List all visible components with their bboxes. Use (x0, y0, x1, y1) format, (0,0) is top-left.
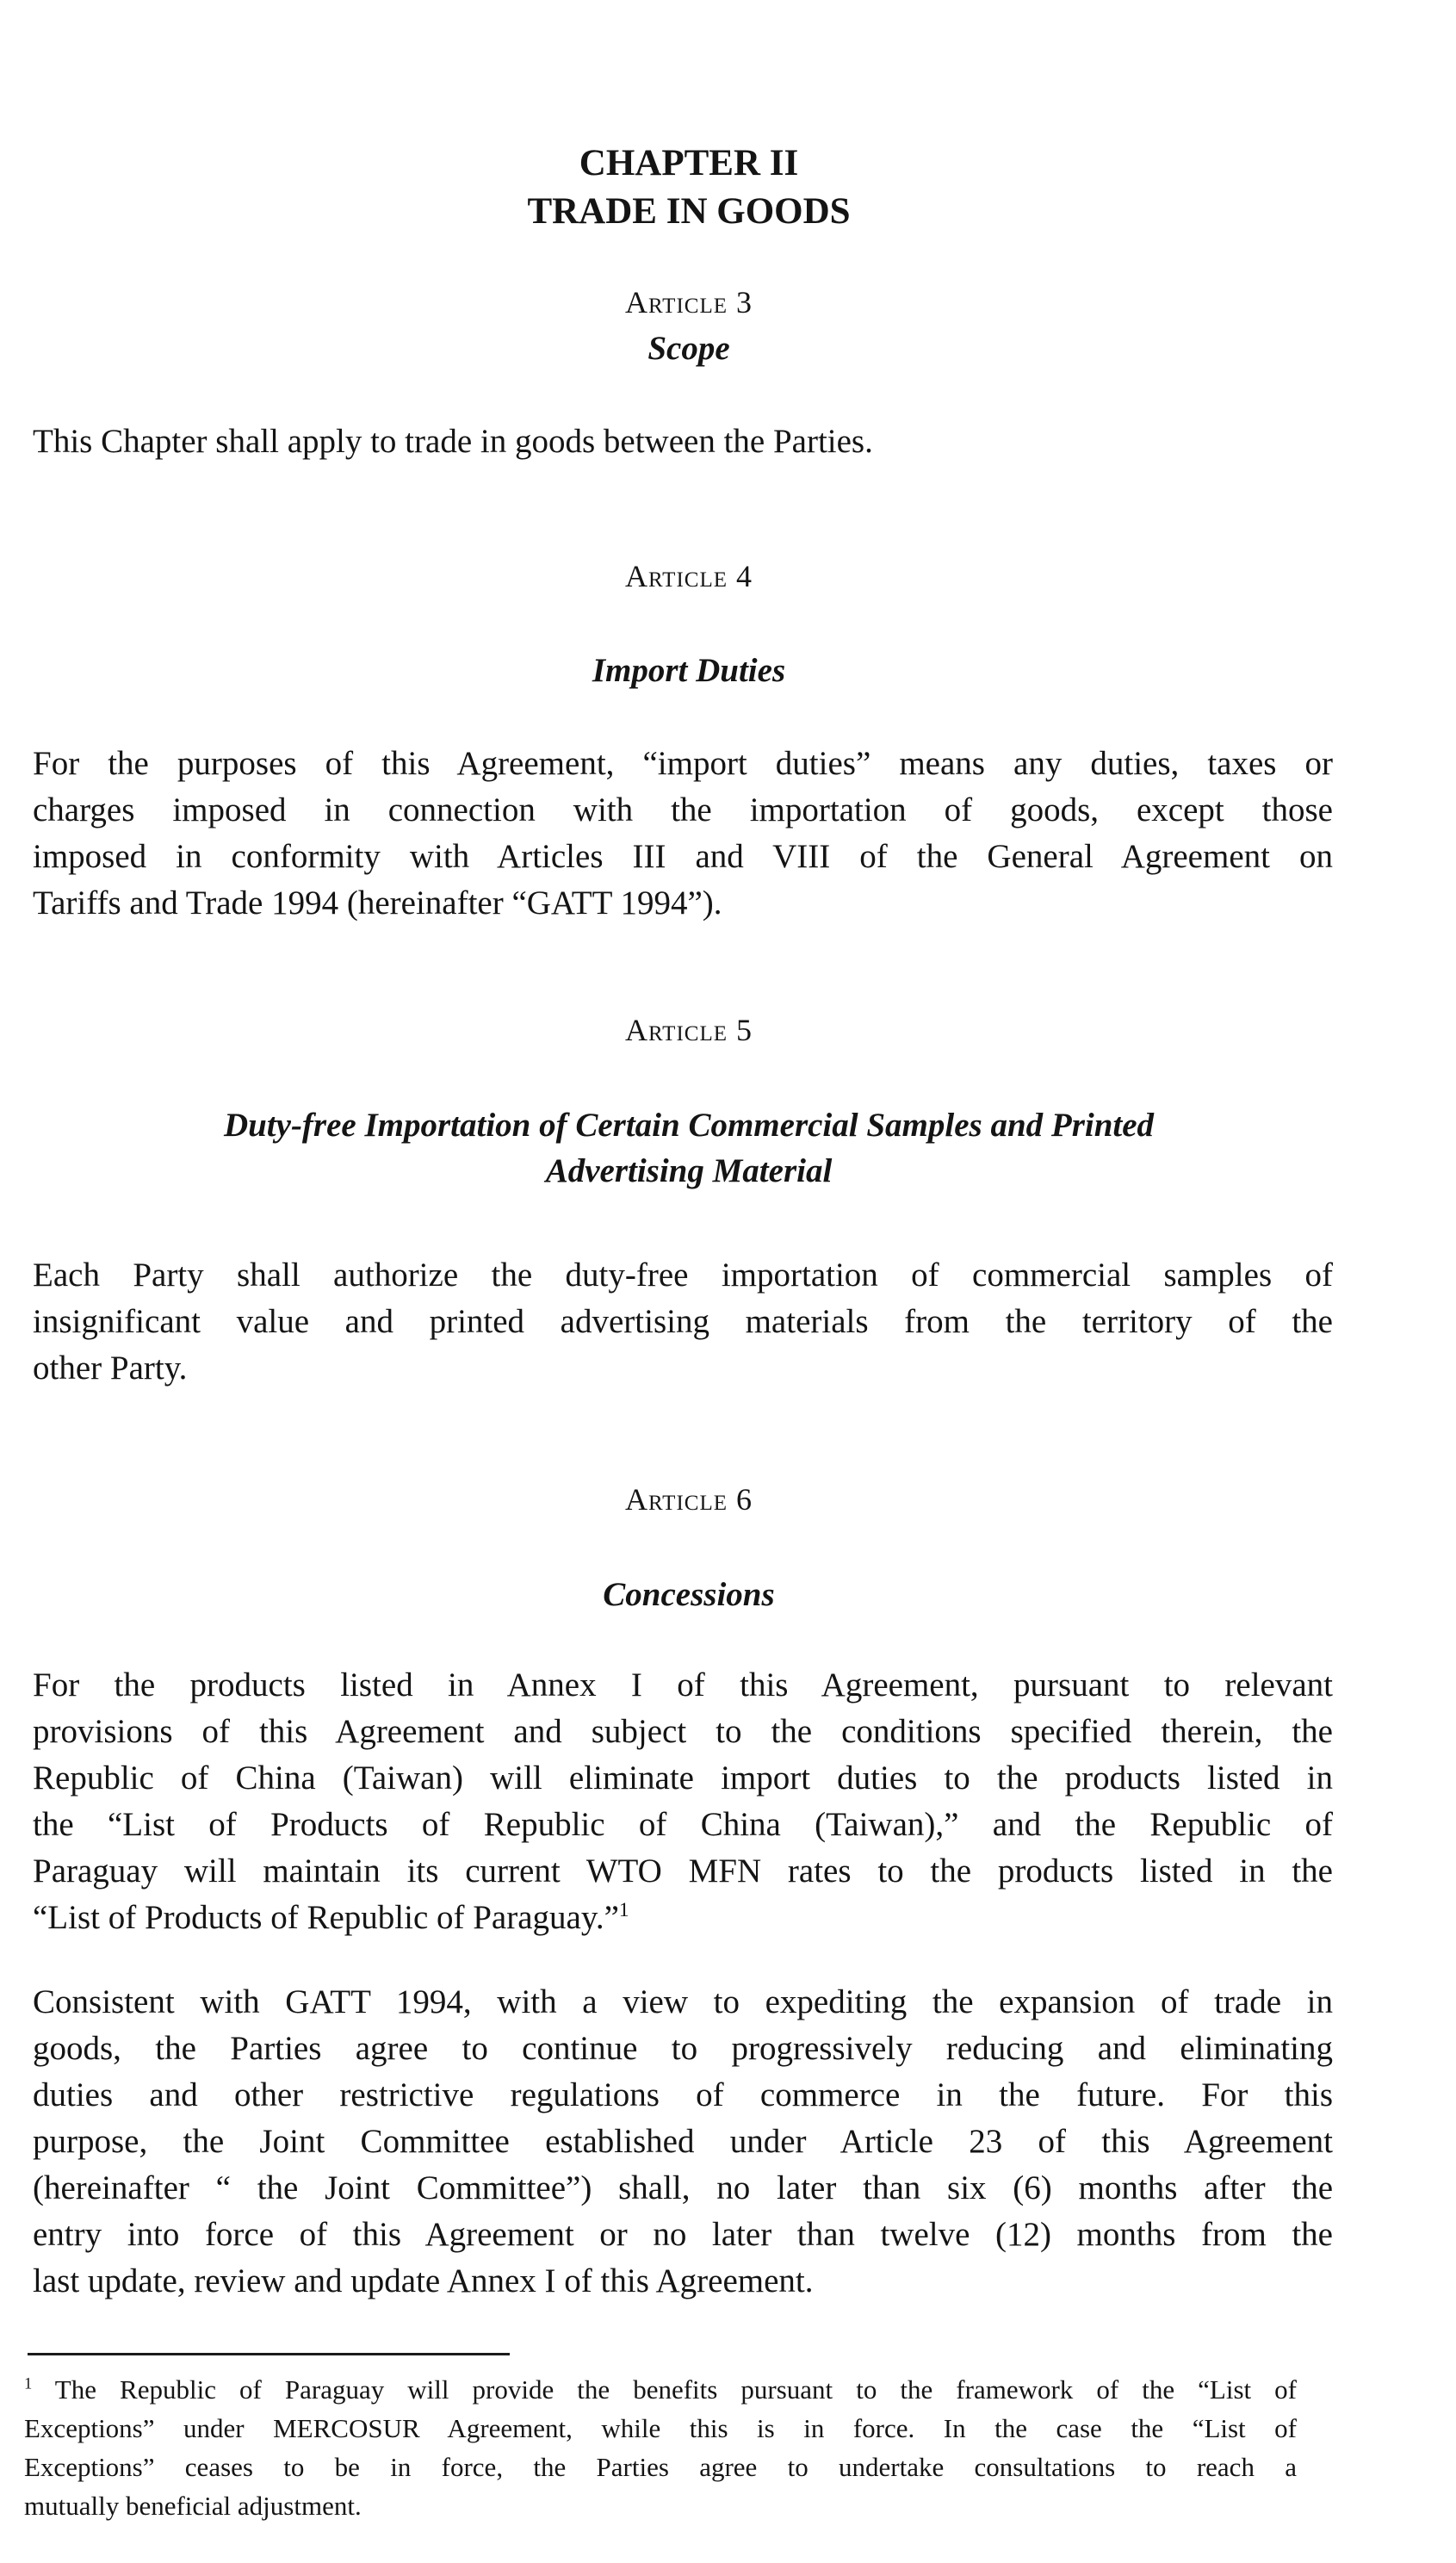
article-4-label: Article 4 (625, 559, 753, 593)
article-6-paragraph-2 (33, 1979, 1333, 2305)
article-4-paragraph (33, 741, 1333, 927)
chapter-number: CHAPTER II (579, 143, 799, 183)
article-5-paragraph (33, 1252, 1333, 1392)
paragraph-line: For the purposes of this Agreement, “import duties” means any duties, taxes or (33, 745, 1333, 782)
article-4-heading: Import Duties (592, 652, 786, 689)
paragraph-line: purpose, the Joint Committee established under Article 23 of this Agreement (33, 2123, 1333, 2160)
footnote-divider (28, 2353, 510, 2355)
paragraph-line: the “List of Products of Republic of China (Taiwan),” and the Republic of (33, 1806, 1333, 1843)
paragraph-line: imposed in conformity with Articles III and VIII of the General Agreement on (33, 838, 1333, 875)
article-6-label: Article 6 (625, 1482, 753, 1517)
paragraph-line: Each Party shall authorize the duty-free importation of commercial samples of (33, 1257, 1333, 1294)
article-3-heading: Scope (647, 330, 730, 367)
paragraph-line: entry into force of this Agreement or no later than twelve (12) months from the (33, 2216, 1333, 2253)
paragraph-line: Consistent with GATT 1994, with a view to expediting the expansion of trade in (33, 1983, 1333, 2020)
paragraph-line: Paraguay will maintain its current WTO MFN rates to the products listed in the (33, 1852, 1333, 1890)
footnote-line: mutually beneficial adjustment. (24, 2491, 362, 2521)
paragraph-line: For the products listed in Annex I of this Agreement, pursuant to relevant (33, 1666, 1333, 1703)
article-6-paragraph-1 (33, 1662, 1333, 1941)
chapter-title: TRADE IN GOODS (527, 191, 851, 232)
article-5-heading-line-2: Advertising Material (545, 1152, 833, 1189)
footnote (24, 2370, 1297, 2525)
footnote-line (24, 2370, 1297, 2409)
paragraph-line: Republic of China (Taiwan) will eliminate import duties to the products listed in (33, 1759, 1333, 1797)
footnote-line: Exceptions” under MERCOSUR Agreement, while this is in force. In the case the “List of (24, 2413, 1297, 2443)
article-3-label: Article 3 (625, 285, 753, 320)
article-5-heading-line-1: Duty-free Importation of Certain Commercial Samples and Printed (223, 1107, 1155, 1144)
article-3-paragraph: This Chapter shall apply to trade in goods between the Parties. (33, 423, 873, 460)
article-5-label: Article 5 (625, 1013, 753, 1047)
footnote-line: Exceptions” ceases to be in force, the Parties agree to undertake consultations to reach a (24, 2452, 1297, 2482)
footnote-reference[interactable]: 1 (618, 1899, 629, 1921)
paragraph-line (33, 1895, 1333, 1941)
paragraph-line: goods, the Parties agree to continue to progressively reducing and eliminating (33, 2030, 1333, 2067)
paragraph-line: (hereinafter “ the Joint Committee”) shall, no later than six (6) months after the (33, 2169, 1333, 2206)
paragraph-line: Tariffs and Trade 1994 (hereinafter “GATT 1994”). (33, 884, 722, 922)
paragraph-line: last update, review and update Annex I of this Agreement. (33, 2262, 814, 2299)
paragraph-line-text: “List of Products of Republic of Paraguay.” (33, 1899, 619, 1936)
footnote-marker: 1 (24, 2374, 33, 2393)
paragraph-line: provisions of this Agreement and subject to the conditions specified therein, the (33, 1713, 1333, 1750)
paragraph-line: insignificant value and printed advertising materials from the territory of the (33, 1303, 1333, 1340)
article-6-heading: Concessions (603, 1576, 775, 1613)
paragraph-line: charges imposed in connection with the importation of goods, except those (33, 791, 1333, 828)
paragraph-line: other Party. (33, 1350, 188, 1387)
paragraph-line: duties and other restrictive regulations of commerce in the future. For this (33, 2076, 1333, 2113)
footnote-line-text: The Republic of Paraguay will provide the benefits pursuant to the framework of the “List of (32, 2374, 1297, 2405)
